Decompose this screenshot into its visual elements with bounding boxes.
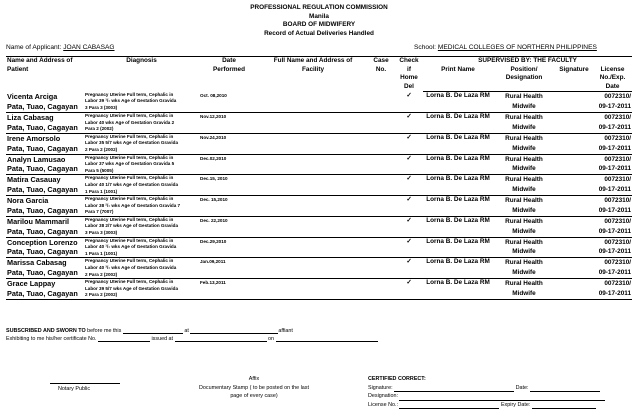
diagnosis-cell: Pregnancy Uterine Full term, Cephalic in Labor 40 wks Age of Gestation Gravida 2 Para 2 (2002)	[84, 112, 199, 133]
exhibit-statement: Exhibiting to me his/her certificate No. issued at on	[6, 336, 378, 342]
diagnosis-cell: Pregnancy Uterine Full term, Cephalic in Labor 35 5/7 wks Age of Gestation Gravida 2 Para 2 (2002)	[84, 133, 199, 154]
patient-name: Matira Casauay	[7, 175, 61, 185]
supervisor-name-cell: Lorna B. De Laza RM	[423, 112, 493, 133]
cert-expiry-blank[interactable]	[532, 403, 596, 409]
license-cell: 0072310/ 09-17-2011	[593, 237, 632, 258]
patient-cell	[6, 237, 84, 258]
signature-cell[interactable]	[555, 237, 593, 258]
patient-address: Pata, Tuao, Cagayan	[7, 185, 78, 195]
table-row	[6, 279, 632, 300]
signature-cell[interactable]	[555, 154, 593, 175]
date-cell: Feb.13,2011	[199, 279, 259, 300]
diagnosis-cell: Pregnancy Uterine Full term, Cephalic in Labor 40 ³/₇ wks Age of Gestation Gravida 2 Para 2 (2002)	[84, 258, 199, 279]
col-facility: Full Name and Address of Facility	[259, 57, 367, 92]
table-row	[6, 216, 632, 237]
school-field	[414, 44, 597, 51]
header-board: BOARD OF MIDWIFERY	[282, 21, 356, 29]
license-cell: 0072310/ 09-17-2011	[593, 175, 632, 196]
issued-at-blank[interactable]	[175, 336, 267, 342]
document-header	[0, 4, 638, 38]
table-row	[6, 154, 632, 175]
patient-name: Conception Lorenzo	[7, 237, 78, 247]
table-row	[6, 196, 632, 217]
case-no-cell	[367, 175, 395, 196]
patient-name: Analyn Lamusao	[7, 154, 66, 164]
notary-signature-line[interactable]	[50, 383, 120, 384]
applicant-field	[6, 44, 115, 51]
patient-address: Pata, Tuao, Cagayan	[7, 268, 78, 278]
date-cell: Dec.15, 2010	[199, 175, 259, 196]
supervisor-name-cell: Lorna B. De Laza RM	[423, 175, 493, 196]
facility-cell	[259, 258, 367, 279]
date-cell: Nov.12,2010	[199, 112, 259, 133]
facility-cell	[259, 279, 367, 300]
supervisor-name-cell: Lorna B. De Laza RM	[423, 216, 493, 237]
supervisor-name-cell: Lorna B. De Laza RM	[423, 154, 493, 175]
home-delivery-check-icon: ✓	[395, 196, 423, 217]
diagnosis-cell: Pregnancy Uterine Full term, Cephalic in Labor 40 1/7 wks Age of Gestation Gravida 1 Para 1 (1001)	[84, 175, 199, 196]
applicant-name: JOAN CABASAG	[63, 44, 115, 51]
diagnosis-cell: Pregnancy Uterine Full term, Cephalic in Labor 37 wks Age of Gestation Gravida 5 Para 5 (5005)	[84, 154, 199, 175]
deliveries-table	[6, 56, 632, 300]
certificate-no-blank[interactable]	[98, 336, 150, 342]
license-cell: 0072310/ 09-17-2011	[593, 154, 632, 175]
col-signature: Signature	[555, 66, 593, 92]
position-cell: Rural Health Midwife	[493, 196, 555, 217]
home-delivery-check-icon: ✓	[395, 154, 423, 175]
facility-cell	[259, 112, 367, 133]
patient-cell	[6, 112, 84, 133]
date-cell: Jan.09,2011	[199, 258, 259, 279]
home-delivery-check-icon: ✓	[395, 258, 423, 279]
signature-cell[interactable]	[555, 196, 593, 217]
col-supervised-group: SUPERVISED BY: THE FACULTY	[423, 57, 632, 66]
patient-name: Nora Garcia	[7, 196, 49, 206]
license-cell: 0072310/ 09-17-2011	[593, 196, 632, 217]
position-cell: Rural Health Midwife	[493, 154, 555, 175]
patient-cell	[6, 196, 84, 217]
col-diagnosis: Diagnosis	[84, 57, 199, 92]
license-cell: 0072310/ 09-17-2011	[593, 133, 632, 154]
supervisor-name-cell: Lorna B. De Laza RM	[423, 92, 493, 113]
header-commission: PROFESSIONAL REGULATION COMMISSION	[250, 4, 388, 11]
position-cell: Rural Health Midwife	[493, 92, 555, 113]
home-delivery-check-icon: ✓	[395, 112, 423, 133]
signature-cell[interactable]	[555, 133, 593, 154]
patient-address: Pata, Tuao, Cagayan	[7, 164, 78, 174]
school-label: School:	[414, 44, 436, 51]
col-print-name: Print Name	[423, 66, 493, 92]
diagnosis-cell: Pregnancy Uterine Full term, Cephalic in Labor 38 ²/₇ wks Age of Gestation Gravida 7 Para 7 (7007)	[84, 196, 199, 217]
sworn-day-blank[interactable]	[123, 328, 183, 334]
facility-cell	[259, 216, 367, 237]
case-no-cell	[367, 92, 395, 113]
case-no-cell	[367, 258, 395, 279]
cert-license-blank[interactable]	[399, 403, 499, 409]
supervisor-name-cell: Lorna B. De Laza RM	[423, 258, 493, 279]
patient-name: Liza Cabasag	[7, 112, 54, 122]
home-delivery-check-icon: ✓	[395, 175, 423, 196]
position-cell: Rural Health Midwife	[493, 279, 555, 300]
date-cell: Nov.24,2010	[199, 133, 259, 154]
col-date: Date Performed	[199, 57, 259, 92]
position-cell: Rural Health Midwife	[493, 175, 555, 196]
patient-cell	[6, 133, 84, 154]
patient-address: Pata, Tuao, Cagayan	[7, 226, 78, 236]
notary-label: Notary Public	[58, 386, 91, 392]
license-cell: 0072310/ 09-17-2011	[593, 279, 632, 300]
documentary-stamp-note: Affix Documentary Stamp ( to be posted on the last page of every case)	[199, 376, 309, 400]
col-case: Case No.	[367, 57, 395, 92]
supervisor-name-cell: Lorna B. De Laza RM	[423, 279, 493, 300]
certified-title: CERTIFIED CORRECT:	[368, 376, 426, 382]
header-city: Manila	[309, 12, 329, 20]
patient-name: Irene Amorsolo	[7, 133, 61, 143]
table-row	[6, 237, 632, 258]
diagnosis-cell: Pregnancy Uterine Full term, Cephalic in Labor 38 2/7 wks Age of Gestation Gravida 3 Para 3 (3003)	[84, 216, 199, 237]
home-delivery-check-icon: ✓	[395, 279, 423, 300]
license-cell: 0072310/ 09-17-2011	[593, 258, 632, 279]
case-no-cell	[367, 196, 395, 217]
table-row	[6, 258, 632, 279]
signature-cell[interactable]	[555, 175, 593, 196]
header-record-title: Record of Actual Deliveries Handled	[264, 29, 374, 37]
signature-cell[interactable]	[555, 279, 593, 300]
diagnosis-cell: Pregnancy Uterine Full term, Cephalic in Labor 40 ¹/₇ wks Age of Gestation Gravida 1 Para 1 (1001)	[84, 237, 199, 258]
patient-cell	[6, 216, 84, 237]
home-delivery-check-icon: ✓	[395, 92, 423, 113]
patient-name: Marissa Cabasag	[7, 258, 67, 268]
position-cell: Rural Health Midwife	[493, 112, 555, 133]
patient-address: Pata, Tuao, Cagayan	[7, 143, 78, 153]
issued-on-blank[interactable]	[276, 336, 378, 342]
supervisor-name-cell: Lorna B. De Laza RM	[423, 133, 493, 154]
date-cell: Oct. 08,2010	[199, 92, 259, 113]
sworn-statement: SUBSCRIBED AND SWORN TO before me this at affiant	[6, 328, 293, 334]
date-cell: Dec. 15,2010	[199, 196, 259, 217]
diagnosis-cell: Pregnancy Uterine Full term, Cephalic in Labor 39 ¹/₇ wks Age of Gestation Gravida 3 Para 3 (3003)	[84, 92, 199, 113]
case-no-cell	[367, 216, 395, 237]
patient-address: Pata, Tuao, Cagayan	[7, 101, 78, 111]
patient-cell	[6, 258, 84, 279]
signature-cell[interactable]	[555, 92, 593, 113]
patient-cell	[6, 175, 84, 196]
case-no-cell	[367, 133, 395, 154]
case-no-cell	[367, 154, 395, 175]
case-no-cell	[367, 112, 395, 133]
position-cell: Rural Health Midwife	[493, 216, 555, 237]
supervisor-name-cell: Lorna B. De Laza RM	[423, 237, 493, 258]
supervisor-name-cell: Lorna B. De Laza RM	[423, 196, 493, 217]
home-delivery-check-icon: ✓	[395, 133, 423, 154]
sworn-heading: SUBSCRIBED AND SWORN TO	[6, 328, 86, 334]
license-cell: 0072310/ 09-17-2011	[593, 112, 632, 133]
patient-cell	[6, 92, 84, 113]
patient-address: Pata, Tuao, Cagayan	[7, 205, 78, 215]
col-position: Position/ Designation	[493, 66, 555, 92]
col-home-delivery: Check if Home Del	[395, 57, 423, 92]
patient-name: Grace Lappay	[7, 279, 56, 289]
signature-cell[interactable]	[555, 258, 593, 279]
license-cell: 0072310/ 09-17-2011	[593, 92, 632, 113]
patient-address: Pata, Tuao, Cagayan	[7, 122, 78, 132]
facility-cell	[259, 133, 367, 154]
applicant-label: Name of Applicant:	[6, 44, 62, 51]
certified-correct-block: CERTIFIED CORRECT: Signature: Date: Designation: License No.: Expiry Date:	[368, 375, 605, 409]
license-cell: 0072310/ 09-17-2011	[593, 216, 632, 237]
patient-name: Vicenta Arciga	[7, 91, 58, 101]
cert-designation-blank[interactable]	[399, 395, 605, 401]
facility-cell	[259, 175, 367, 196]
position-cell: Rural Health Midwife	[493, 133, 555, 154]
facility-cell	[259, 154, 367, 175]
signature-cell[interactable]	[555, 216, 593, 237]
date-cell: Dec.02,2010	[199, 154, 259, 175]
position-cell: Rural Health Midwife	[493, 237, 555, 258]
facility-cell	[259, 92, 367, 113]
patient-cell	[6, 154, 84, 175]
date-cell: Dec.29,2010	[199, 237, 259, 258]
signature-cell[interactable]	[555, 112, 593, 133]
col-license: License No./Exp. Date	[593, 66, 632, 92]
patient-address: Pata, Tuao, Cagayan	[7, 247, 78, 257]
facility-cell	[259, 196, 367, 217]
sworn-place-blank[interactable]	[190, 328, 278, 334]
school-name: MEDICAL COLLEGES OF NORTHERN PHILIPPINES	[437, 44, 597, 51]
date-cell: Dec. 22,2010	[199, 216, 259, 237]
home-delivery-check-icon: ✓	[395, 216, 423, 237]
patient-cell	[6, 279, 84, 300]
home-delivery-check-icon: ✓	[395, 237, 423, 258]
case-no-cell	[367, 279, 395, 300]
table-row	[6, 133, 632, 154]
patient-address: Pata, Tuao, Cagayan	[7, 289, 78, 299]
table-row	[6, 175, 632, 196]
case-no-cell	[367, 237, 395, 258]
patient-name: Marilou Mammaril	[7, 216, 70, 226]
position-cell: Rural Health Midwife	[493, 258, 555, 279]
diagnosis-cell: Pregnancy Uterine Full term, Cephalic in Labor 39 5/7 wks Age of Gestation Gravida 2 Para 2 (2002)	[84, 279, 199, 300]
facility-cell	[259, 237, 367, 258]
table-row	[6, 112, 632, 133]
table-row	[6, 92, 632, 113]
col-patient: Name and Address of Patient	[6, 57, 84, 92]
